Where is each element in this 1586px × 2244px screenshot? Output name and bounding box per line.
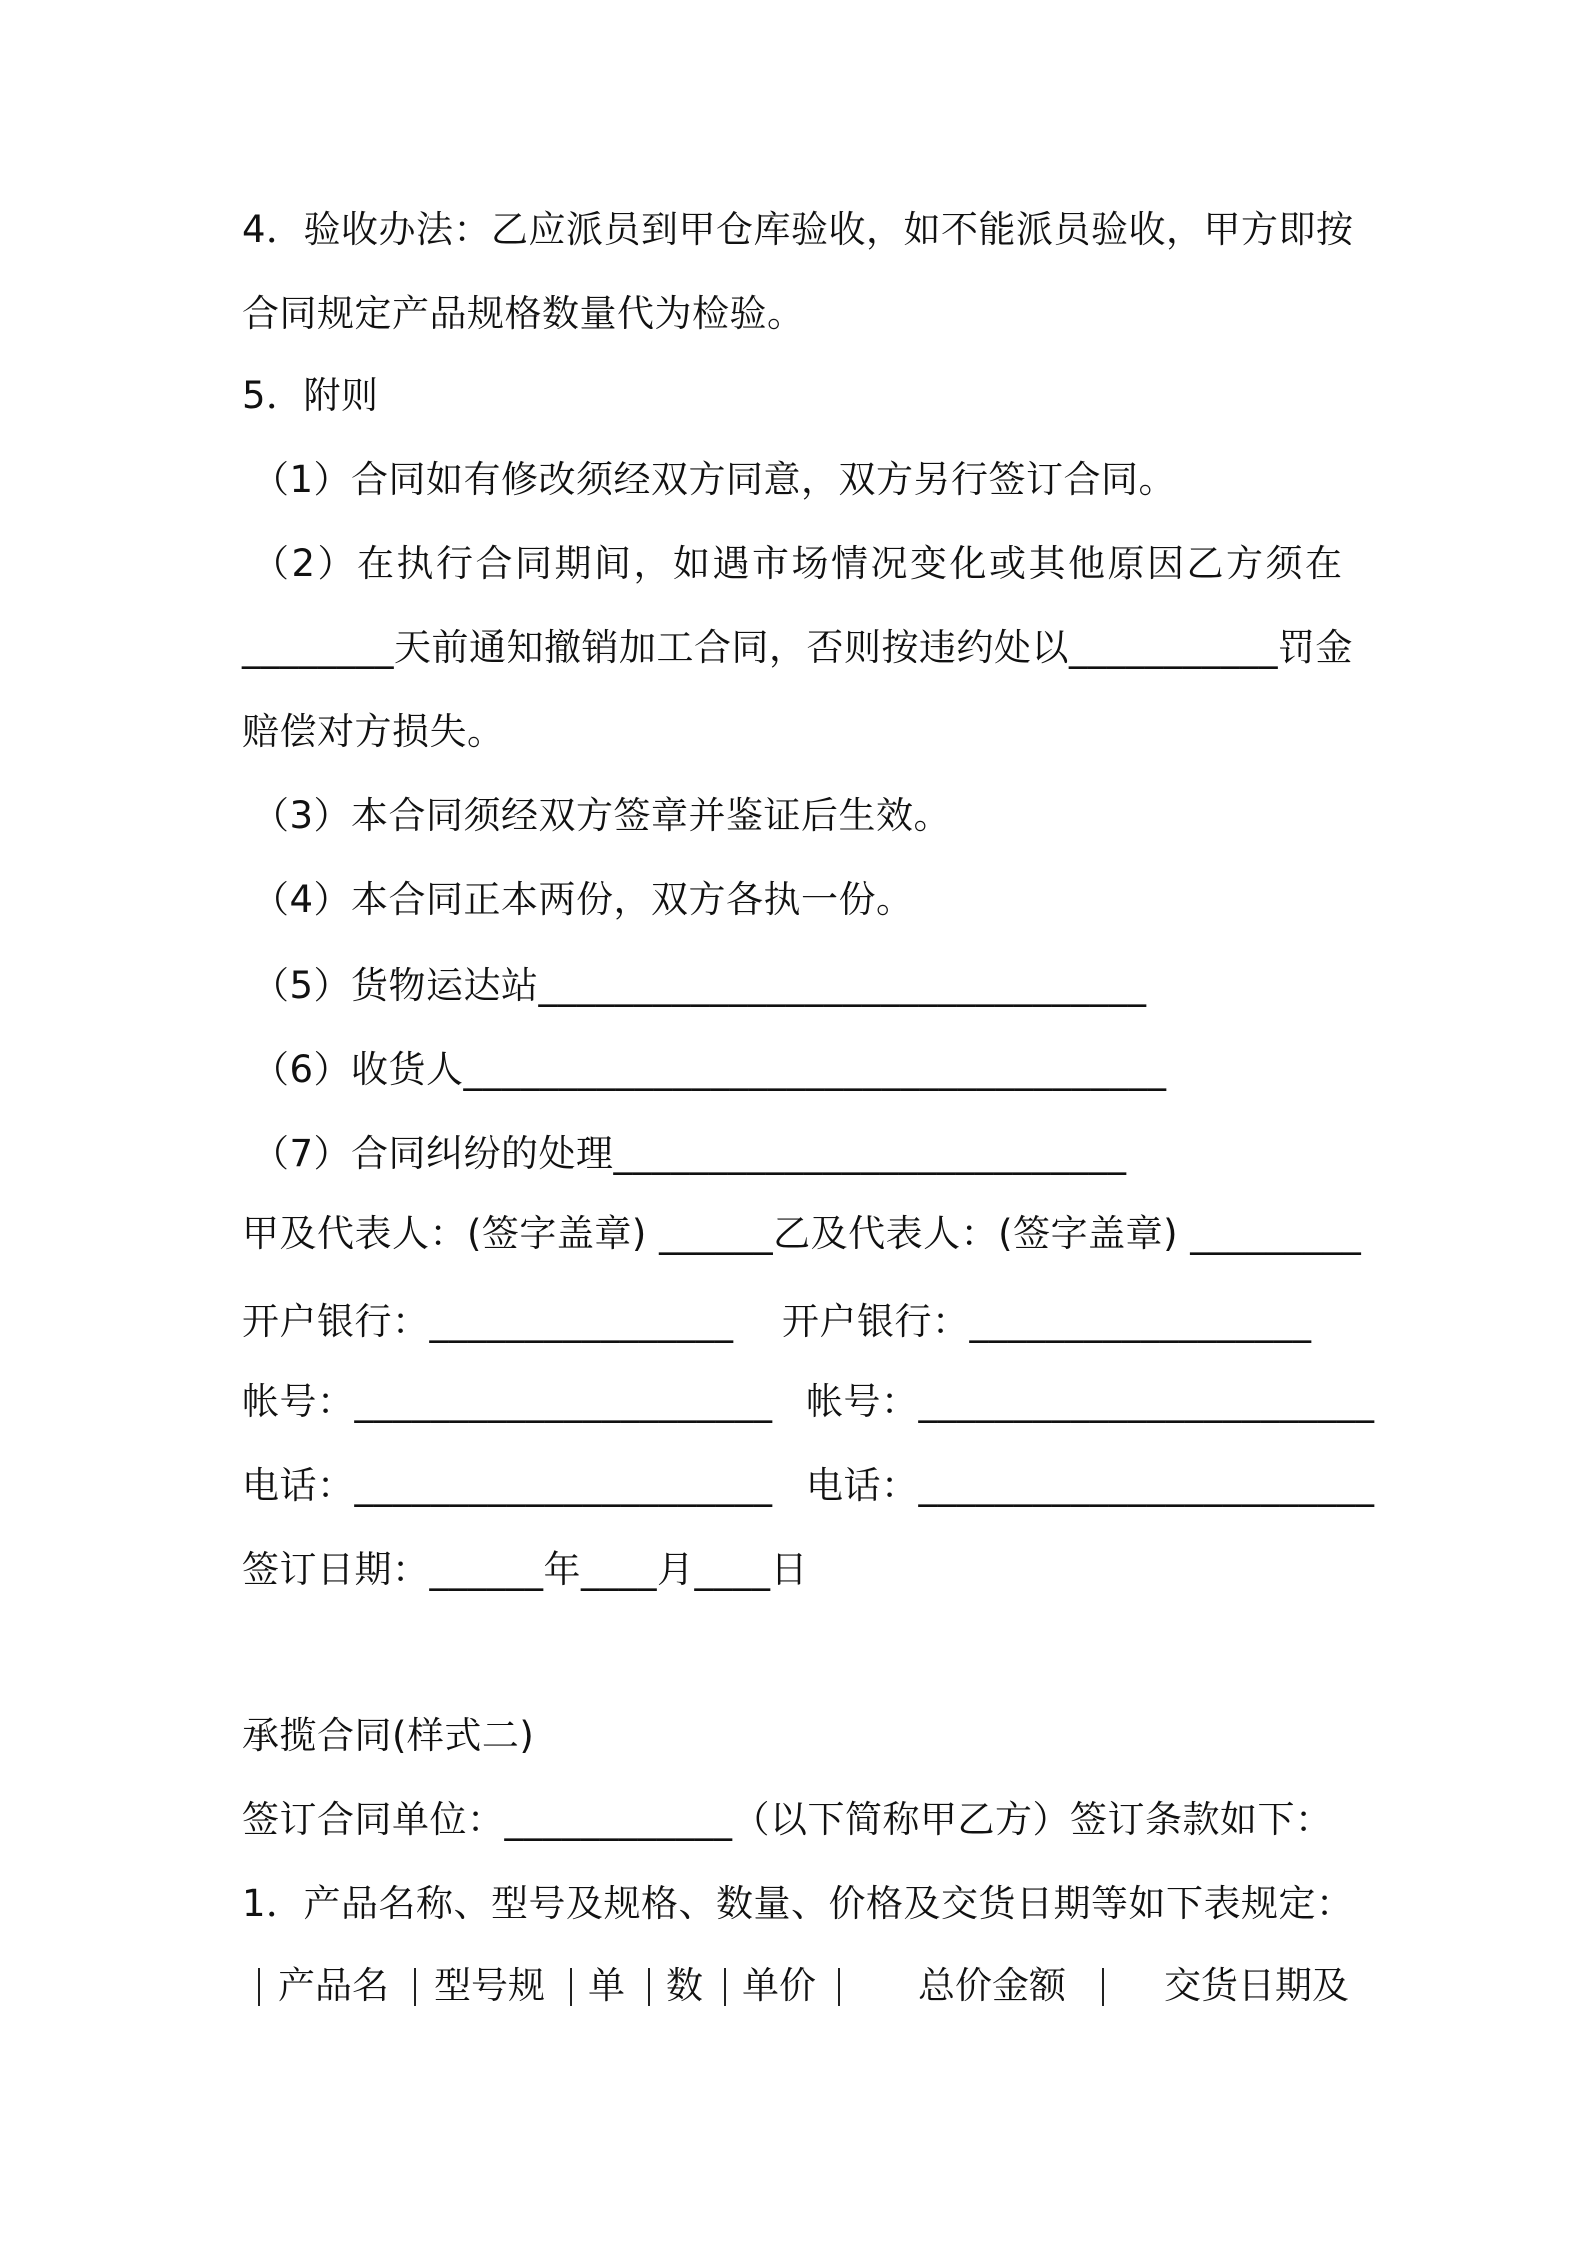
table-divider xyxy=(838,1968,840,2006)
table-divider xyxy=(724,1968,726,2006)
clause-5-item-2-line-2: ________天前通知撤销加工合同，否则按违约处以___________罚金 xyxy=(242,626,1353,669)
party-a-account: 帐号：______________________ xyxy=(242,1380,773,1423)
table-header-cell: 总价金额 xyxy=(918,1964,1066,2007)
table-divider xyxy=(258,1968,260,2006)
clause-5-item-6: （6）收货人_____________________________________ xyxy=(252,1048,1167,1091)
table-header-cell: 产品名 xyxy=(278,1964,389,2007)
clause-5-item-4: （4）本合同正本两份，双方各执一份。 xyxy=(252,878,914,921)
clause-5-item-1: （1）合同如有修改须经双方同意，双方另行签订合同。 xyxy=(252,458,1177,501)
clause-5-item-2-line-1: （2）在执行合同期间，如遇市场情况变化或其他原因乙方须在 xyxy=(252,542,1345,585)
party-b-phone: 电话：________________________ xyxy=(806,1464,1375,1507)
clause-4-line-1: 4．验收办法：乙应派员到甲仓库验收，如不能派员验收，甲方即按 xyxy=(242,208,1354,251)
table-header-cell: 交货日期及 xyxy=(1164,1964,1349,2007)
clause-5-item-5: （5）货物运达站________________________________ xyxy=(252,964,1147,1007)
table-divider xyxy=(1102,1968,1104,2006)
table-header-cell: 单 xyxy=(588,1964,625,2007)
section-title: 承揽合同(样式二) xyxy=(242,1714,535,1757)
party-a-phone: 电话：______________________ xyxy=(242,1464,773,1507)
table-header-cell: 单价 xyxy=(742,1964,816,2007)
clause-5-item-2-line-3: 赔偿对方损失。 xyxy=(242,710,505,753)
account-row xyxy=(242,1378,1375,1426)
table-divider xyxy=(414,1968,416,2006)
table-header-cell: 数 xyxy=(666,1964,703,2007)
table-header-cell: 型号规 xyxy=(434,1964,545,2007)
table-divider xyxy=(570,1968,572,2006)
clause-5-heading: 5．附则 xyxy=(242,374,379,417)
clause-5-item-3: （3）本合同须经双方签章并鉴证后生效。 xyxy=(252,794,952,837)
clause-4-line-2: 合同规定产品规格数量代为检验。 xyxy=(242,292,805,335)
table-divider xyxy=(648,1968,650,2006)
clause-1-heading: 1．产品名称、型号及规格、数量、价格及交货日期等如下表规定： xyxy=(242,1882,1354,1925)
party-a-bank: 开户银行：________________ xyxy=(242,1300,734,1343)
signature-representatives: 甲及代表人：(签字盖章) ______乙及代表人：(签字盖章) _________ xyxy=(242,1212,1362,1255)
party-b-bank: 开户银行：__________________ xyxy=(782,1300,1312,1343)
clause-5-item-7: （7）合同纠纷的处理___________________________ xyxy=(252,1132,1127,1175)
bank-row xyxy=(242,1298,1362,1346)
party-b-account: 帐号：________________________ xyxy=(806,1380,1375,1423)
product-table-header-row xyxy=(250,1962,1360,2012)
signing-date: 签订日期：______年____月____日 xyxy=(242,1548,808,1591)
phone-row xyxy=(242,1462,1375,1510)
contract-parties: 签订合同单位：____________（以下简称甲乙方）签订条款如下： xyxy=(242,1798,1333,1841)
